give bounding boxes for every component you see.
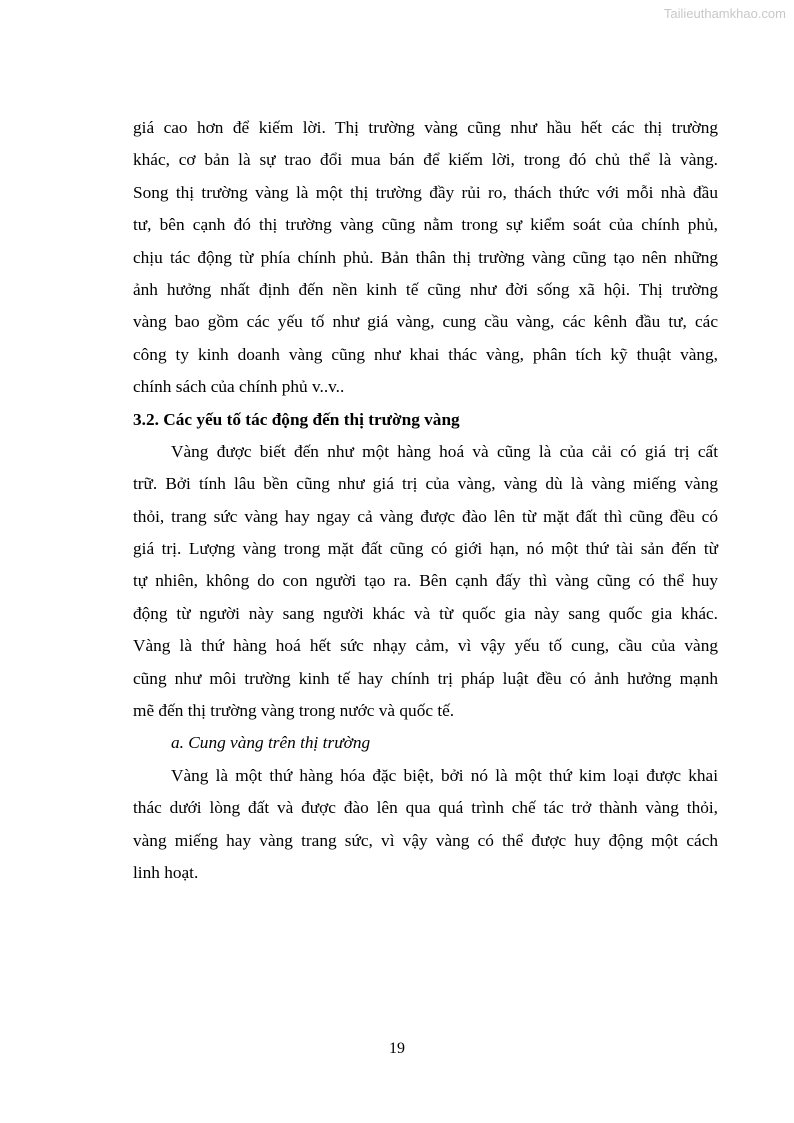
subheading: a. Cung vàng trên thị trường — [171, 733, 371, 753]
paragraph-line: linh hoạt. — [133, 862, 199, 882]
paragraph-line: Vàng là thứ hàng hoá hết sức nhạy cảm, vì vậy yếu tố cung, cầu của vàng — [133, 636, 718, 656]
paragraph-line: chính sách của chính phủ v..v.. — [133, 377, 345, 397]
paragraph-line: vàng miếng hay vàng trang sức, vì vậy vàng có thể được huy động một cách — [133, 830, 718, 850]
paragraph-line: vàng bao gồm các yếu tố như giá vàng, cung cầu vàng, các kênh đầu tư, các — [133, 312, 718, 332]
paragraph-line: tự nhiên, không do con người tạo ra. Bên cạnh đấy thì vàng cũng có thể huy — [133, 571, 718, 591]
paragraph-2 — [133, 436, 718, 728]
paragraph-line: giá cao hơn để kiếm lời. Thị trường vàng cũng như hầu hết các thị trường — [133, 118, 718, 137]
paragraph-line: chịu tác động từ phía chính phủ. Bản thân thị trường vàng cũng tạo nên những — [133, 247, 718, 267]
page-body — [133, 112, 718, 889]
paragraph-line: giá trị. Lượng vàng trong mặt đất cũng có giới hạn, nó một thứ tài sản đến từ — [133, 539, 718, 559]
paragraph-line: Vàng là một thứ hàng hóa đặc biệt, bởi nó là một thứ kim loại được khai — [171, 765, 718, 785]
paragraph-line: tư, bên cạnh đó thị trường vàng cũng nằm trong sự kiểm soát của chính phủ, — [133, 215, 718, 235]
watermark: Tailieuthamkhao.com — [663, 6, 786, 21]
paragraph-line: Vàng được biết đến như một hàng hoá và cũng là của cải có giá trị cất — [171, 441, 718, 461]
paragraph-3 — [133, 760, 718, 890]
paragraph-line: công ty kinh doanh vàng cũng như khai thác vàng, phân tích kỹ thuật vàng, — [133, 344, 718, 364]
paragraph-line: thác dưới lòng đất và được đào lên qua quá trình chế tác trở thành vàng thỏi, — [133, 798, 718, 818]
paragraph-line: thỏi, trang sức vàng hay ngay cả vàng được đào lên từ mặt đất thì cũng đều có — [133, 506, 718, 526]
paragraph-line: Song thị trường vàng là một thị trường đầy rủi ro, thách thức với mỗi nhà đầu — [133, 182, 718, 202]
paragraph-line: trữ. Bởi tính lâu bền cũng như giá trị của vàng, vàng dù là vàng miếng vàng — [133, 474, 718, 494]
paragraph-line: động từ người này sang người khác và từ quốc gia này sang quốc gia khác. — [133, 603, 718, 623]
section-heading: 3.2. Các yếu tố tác động đến thị trường vàng — [133, 409, 460, 429]
paragraph-1 — [133, 112, 718, 404]
paragraph-line: cũng như môi trường kinh tế hay chính trị pháp luật đều có ảnh hưởng mạnh — [133, 668, 718, 688]
page-number: 19 — [389, 1040, 405, 1057]
paragraph-line: ảnh hưởng nhất định đến nền kinh tế cũng như đời sống xã hội. Thị trường — [133, 279, 718, 299]
paragraph-line: mẽ đến thị trường vàng trong nước và quốc tế. — [133, 701, 455, 721]
paragraph-line: khác, cơ bản là sự trao đổi mua bán để kiếm lời, trong đó chủ thể là vàng. — [133, 150, 718, 170]
